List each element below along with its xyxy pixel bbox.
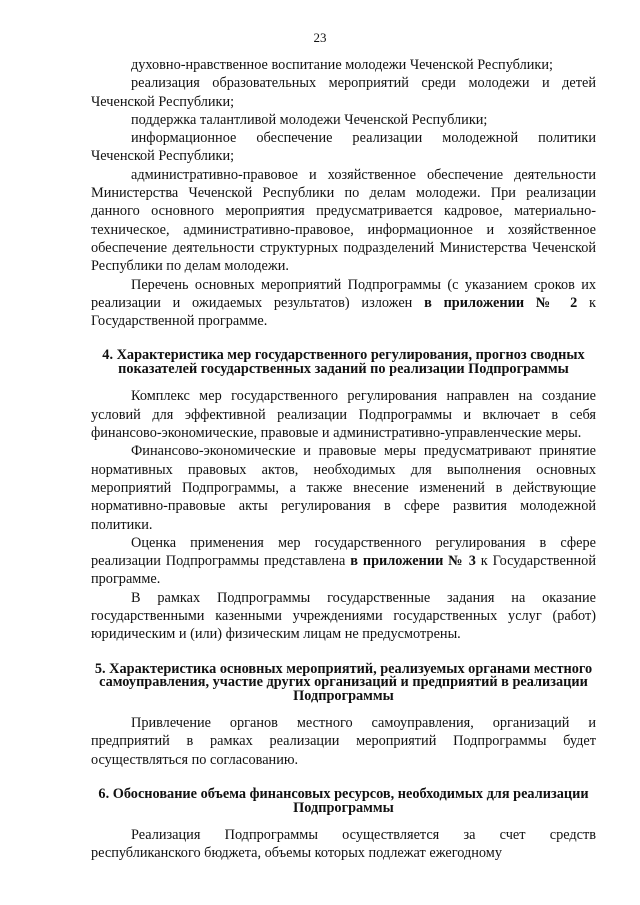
paragraph-1: духовно-нравственное воспитание молодежи Чеченской Республики;: [131, 57, 553, 73]
paragraph-2: реализация образовательных мероприятий среди молодежи и детей Чеченской Республики;: [91, 75, 596, 110]
paragraph-5: административно-правовое и хозяйственное обеспечение деятельности Министерства Чеченской Республики по делам молодежи. При реализации данного основного мероприятия предусматривается кадровое, материально-техническое, административно-правовое, информационное и хозяйственное обеспечение деятельности структурных подразделений Министерства Чеченской Республики по делам молодежи.: [91, 166, 596, 275]
document-body: [91, 56, 596, 863]
paragraph-list-reference: [91, 276, 596, 331]
text-run: к Государственной программе.: [91, 294, 596, 330]
section-4-paragraph-2: Финансово-экономические и правовые меры предусматривают принятие нормативных правовых актов, необходимых для выполнения основных мероприятий Подпрограммы, а также внесение изменений в действующие нормативно-правовые акты регулирования в сфере развития молодежной политики.: [91, 443, 596, 533]
section-4-paragraph-3: [91, 534, 596, 589]
appendix-3-reference: в приложении № 3: [350, 553, 476, 570]
section-6-heading: 6. Обоснование объема финансовых ресурсов, необходимых для реализации Подпрограммы: [98, 786, 589, 816]
text-run: к Государственной программе.: [91, 553, 596, 588]
section-6-paragraph-1: Реализация Подпрограммы осуществляется за счет средств республиканского бюджета, объемы которых подлежат ежегодному: [91, 827, 596, 862]
text-run: Перечень основных мероприятий Подпрограммы (с указанием сроков их реализации и ожидаемых результатов) изложен: [91, 276, 596, 311]
paragraph-3: поддержка талантливой молодежи Чеченской Республики;: [131, 111, 488, 128]
section-5-paragraph-1: Привлечение органов местного самоуправления, организаций и предприятий в рамках реализации мероприятий Подпрограммы будет осуществляться по согласованию.: [91, 715, 596, 768]
appendix-2-reference: в приложении № 2: [424, 294, 578, 311]
text-run: Оценка применения мер государственного регулирования в сфере реализации Подпрограммы представлена: [91, 534, 596, 570]
section-4-paragraph-4: В рамках Подпрограммы государственные задания на оказание государственными казенными учреждениями государственных услуг (работ) юридическим и (или) физическим лицам не предусмотрены.: [91, 589, 596, 643]
section-4-paragraph-1: Комплекс мер государственного регулирования направлен на создание условий для эффективной реализации Подпрограммы и включает в себя финансово-экономические, правовые и административно-управленческие меры.: [91, 388, 596, 442]
section-5-heading: 5. Характеристика основных мероприятий, реализуемых органами местного самоуправления, участие других организаций и предприятий в реализации Подпрограммы: [94, 660, 593, 704]
section-4-heading: 4. Характеристика мер государственного регулирования, прогноз сводных показателей государственных заданий по реализации Подпрограммы: [102, 347, 585, 377]
paragraph-4: информационное обеспечение реализации молодежной политики Чеченской Республики;: [91, 130, 596, 165]
page-number: 23: [313, 30, 327, 45]
